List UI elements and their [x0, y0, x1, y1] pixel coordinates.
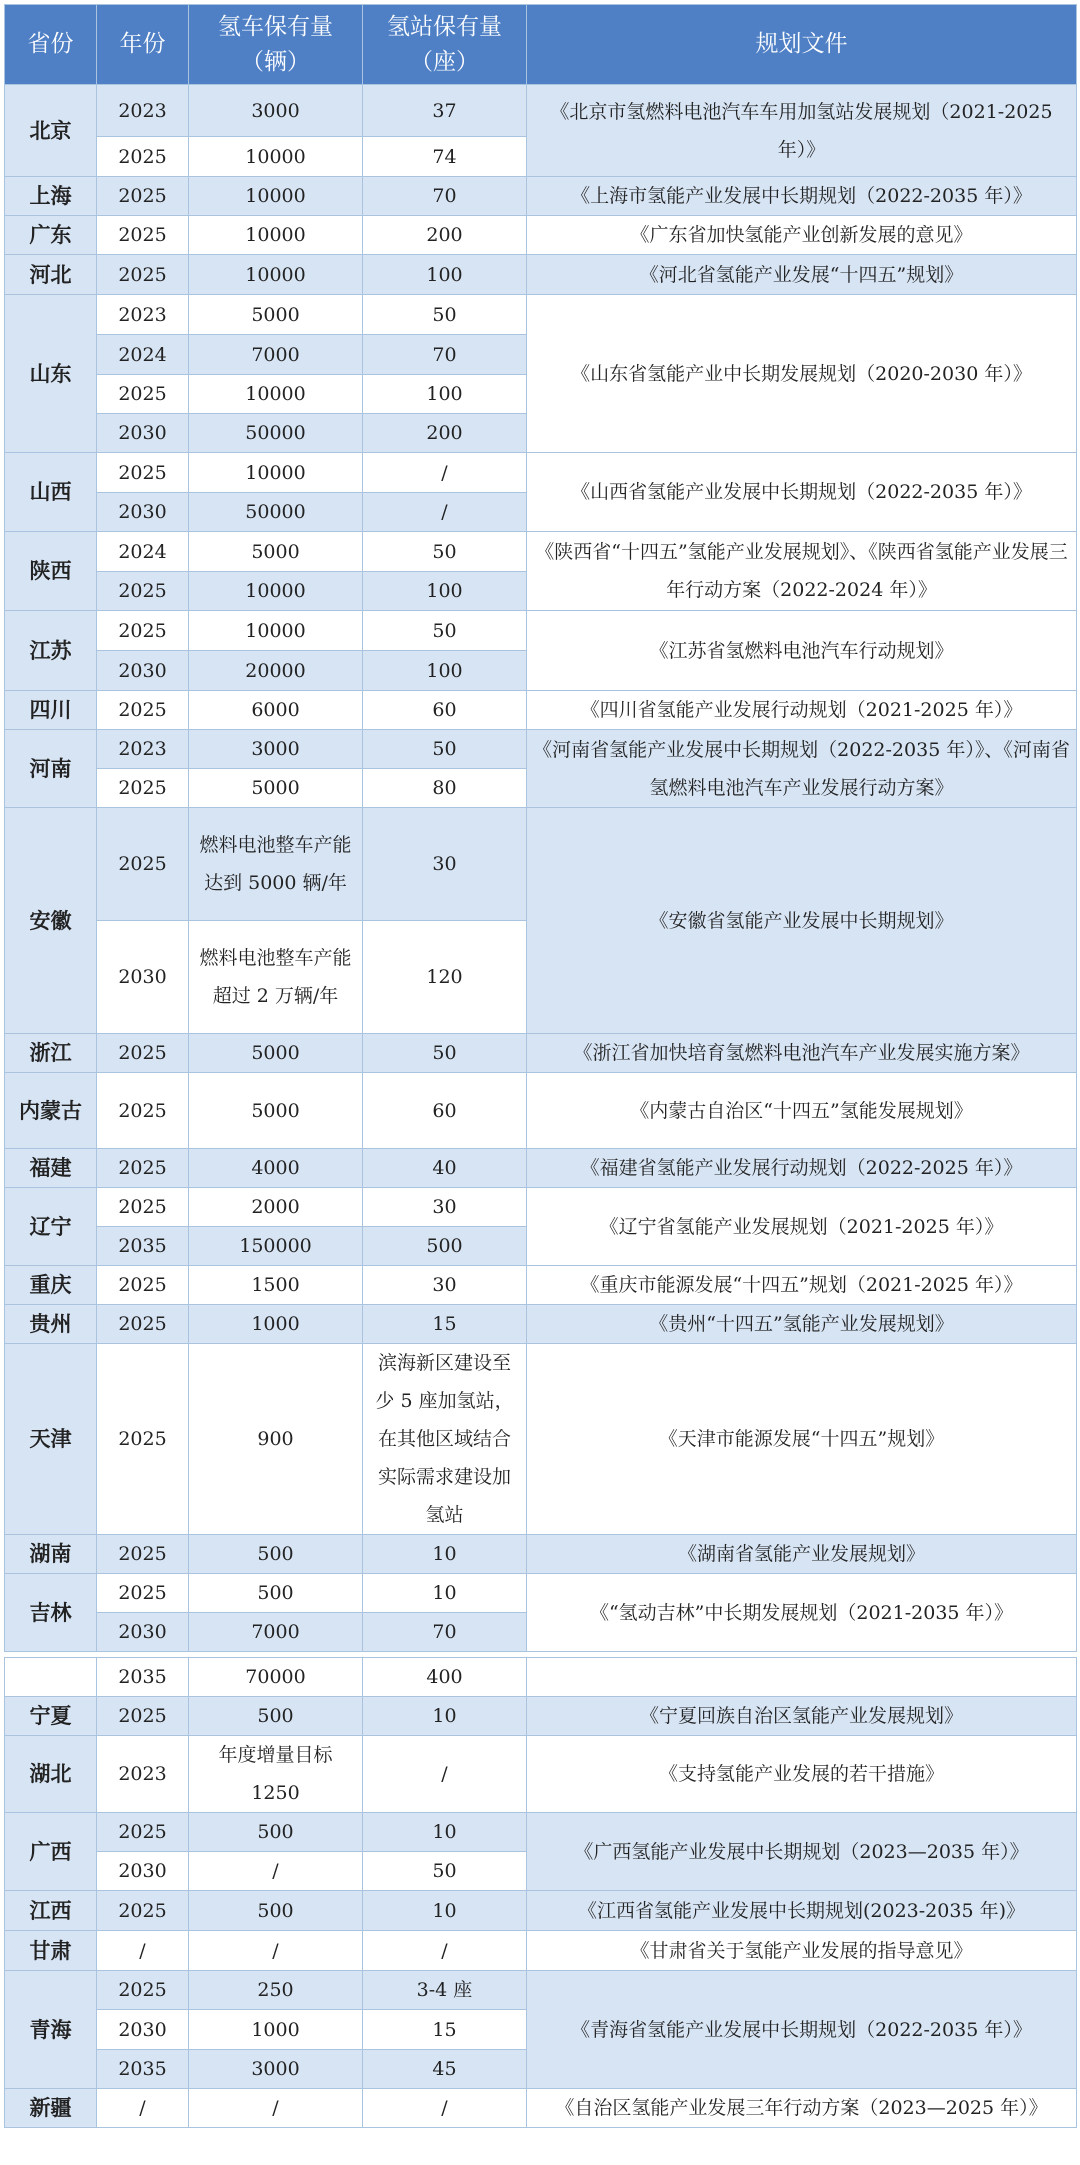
plan-doc-cell: 《江苏省氢燃料电池汽车行动规划》: [527, 611, 1077, 691]
province-cell: 福建: [5, 1149, 97, 1188]
header-vehicles: 氢车保有量（辆）: [189, 5, 363, 85]
year-cell: 2025: [97, 1574, 189, 1613]
plan-doc-cell: 《上海市氢能产业发展中长期规划（2022-2035 年）》: [527, 177, 1077, 216]
year-cell: 2024: [97, 335, 189, 375]
plan-doc-cell: 《自治区氢能产业发展三年行动方案（2023—2025 年）》: [527, 2089, 1077, 2128]
year-cell: 2025: [97, 1188, 189, 1227]
stations-cell: 70: [363, 335, 527, 375]
vehicles-cell: 50000: [189, 493, 363, 532]
vehicles-cell: 4000: [189, 1149, 363, 1188]
year-cell: 2030: [97, 493, 189, 532]
year-cell: 2023: [97, 85, 189, 137]
province-cell: 天津: [5, 1344, 97, 1535]
year-cell: /: [97, 2089, 189, 2128]
province-cell: 辽宁: [5, 1188, 97, 1266]
vehicles-cell: 10000: [189, 375, 363, 414]
year-cell: 2025: [97, 1034, 189, 1073]
stations-cell: 50: [363, 532, 527, 572]
year-cell: 2025: [97, 1535, 189, 1574]
province-cell: 山西: [5, 453, 97, 532]
province-cell: 安徽: [5, 808, 97, 1034]
vehicles-cell: 500: [189, 1574, 363, 1613]
year-cell: 2023: [97, 730, 189, 769]
plan-doc-cell: 《四川省氢能产业发展行动规划（2021-2025 年）》: [527, 691, 1077, 730]
province-cell: 上海: [5, 177, 97, 216]
plan-doc-cell: 《江西省氢能产业发展中长期规划(2023-2035 年)》: [527, 1891, 1077, 1931]
stations-cell: 50: [363, 1852, 527, 1891]
year-cell: 2025: [97, 611, 189, 651]
province-cell: 广西: [5, 1813, 97, 1891]
plan-doc-cell: 《甘肃省关于氢能产业发展的指导意见》: [527, 1931, 1077, 1971]
plan-doc-cell: 《河北省氢能产业发展“十四五”规划》: [527, 255, 1077, 295]
vehicles-cell: 7000: [189, 335, 363, 375]
stations-cell: 60: [363, 1073, 527, 1149]
stations-cell: 100: [363, 651, 527, 691]
province-cell: 江苏: [5, 611, 97, 691]
vehicles-cell: 500: [189, 1535, 363, 1574]
province-cell: 河北: [5, 255, 97, 295]
province-cell: 内蒙古: [5, 1073, 97, 1149]
province-cell: 浙江: [5, 1034, 97, 1073]
plan-doc-cell: 《青海省氢能产业发展中长期规划（2022-2035 年）》: [527, 1971, 1077, 2089]
year-cell: 2025: [97, 808, 189, 921]
stations-cell: 70: [363, 1613, 527, 1652]
stations-cell: 10: [363, 1574, 527, 1613]
year-cell: 2025: [97, 572, 189, 611]
province-cell: 吉林: [5, 1574, 97, 1652]
year-cell: 2024: [97, 532, 189, 572]
plan-doc-cell: 《安徽省氢能产业发展中长期规划》: [527, 808, 1077, 1034]
stations-cell: 50: [363, 611, 527, 651]
year-cell: 2025: [97, 137, 189, 177]
vehicles-cell: 1500: [189, 1266, 363, 1305]
vehicles-cell: 2000: [189, 1188, 363, 1227]
year-cell: 2025: [97, 1344, 189, 1535]
year-cell: 2025: [97, 177, 189, 216]
year-cell: /: [97, 1931, 189, 1971]
header-stations: 氢站保有量（座）: [363, 5, 527, 85]
province-cell: 重庆: [5, 1266, 97, 1305]
stations-cell: 500: [363, 1227, 527, 1266]
stations-cell: 74: [363, 137, 527, 177]
stations-cell: 120: [363, 921, 527, 1034]
plan-doc-cell: 《贵州“十四五”氢能产业发展规划》: [527, 1305, 1077, 1344]
province-cell: 江西: [5, 1891, 97, 1931]
plan-doc-cell: 《重庆市能源发展“十四五”规划（2021-2025 年）》: [527, 1266, 1077, 1305]
province-cell: 湖南: [5, 1535, 97, 1574]
province-cell: 广东: [5, 216, 97, 255]
vehicles-cell: 20000: [189, 651, 363, 691]
stations-cell: /: [363, 1736, 527, 1813]
vehicles-cell: 年度增量目标 1250: [189, 1736, 363, 1813]
vehicles-cell: 500: [189, 1697, 363, 1736]
vehicles-cell: 10000: [189, 572, 363, 611]
stations-cell: /: [363, 1931, 527, 1971]
vehicles-cell: 10000: [189, 137, 363, 177]
stations-cell: 30: [363, 1266, 527, 1305]
stations-cell: 15: [363, 2010, 527, 2050]
vehicles-cell: 5000: [189, 1034, 363, 1073]
province-cell: 宁夏: [5, 1697, 97, 1736]
year-cell: 2025: [97, 1891, 189, 1931]
stations-cell: 滨海新区建设至少 5 座加氢站，在其他区域结合实际需求建设加氢站: [363, 1344, 527, 1535]
vehicles-cell: 250: [189, 1971, 363, 2010]
year-cell: 2025: [97, 1305, 189, 1344]
plan-doc-cell: 《河南省氢能产业发展中长期规划（2022-2035 年）》、《河南省氢燃料电池汽车产业发展行动方案》: [527, 730, 1077, 808]
stations-cell: 30: [363, 808, 527, 921]
year-cell: 2035: [97, 1227, 189, 1266]
header-plan: 规划文件: [527, 5, 1077, 85]
vehicles-cell: 1000: [189, 1305, 363, 1344]
province-cell: 甘肃: [5, 1931, 97, 1971]
stations-cell: 45: [363, 2050, 527, 2089]
stations-cell: 100: [363, 572, 527, 611]
stations-cell: 10: [363, 1813, 527, 1852]
vehicles-cell: 10000: [189, 611, 363, 651]
year-cell: 2025: [97, 1073, 189, 1149]
plan-doc-cell: 《天津市能源发展“十四五”规划》: [527, 1344, 1077, 1535]
vehicles-cell: 500: [189, 1891, 363, 1931]
vehicles-cell: 150000: [189, 1227, 363, 1266]
year-cell: 2030: [97, 414, 189, 453]
stations-cell: 100: [363, 255, 527, 295]
year-cell: 2030: [97, 921, 189, 1034]
header-province: 省份: [5, 5, 97, 85]
year-cell: 2025: [97, 375, 189, 414]
province-cell: 北京: [5, 85, 97, 177]
vehicles-cell: 3000: [189, 85, 363, 137]
stations-cell: /: [363, 493, 527, 532]
stations-cell: 100: [363, 375, 527, 414]
province-cell: [5, 1658, 97, 1697]
year-cell: 2025: [97, 216, 189, 255]
stations-cell: 200: [363, 414, 527, 453]
year-cell: 2025: [97, 255, 189, 295]
year-cell: 2035: [97, 2050, 189, 2089]
plan-doc-cell: 《宁夏回族自治区氢能产业发展规划》: [527, 1697, 1077, 1736]
stations-cell: 50: [363, 1034, 527, 1073]
year-cell: 2025: [97, 1149, 189, 1188]
year-cell: 2035: [97, 1658, 189, 1697]
year-cell: 2025: [97, 1266, 189, 1305]
plan-doc-cell: 《山东省氢能产业中长期发展规划（2020-2030 年）》: [527, 295, 1077, 453]
stations-cell: 70: [363, 177, 527, 216]
vehicles-cell: 燃料电池整车产能超过 2 万辆/年: [189, 921, 363, 1034]
year-cell: 2025: [97, 769, 189, 808]
vehicles-cell: 1000: [189, 2010, 363, 2050]
province-cell: 青海: [5, 1971, 97, 2089]
year-cell: 2030: [97, 651, 189, 691]
year-cell: 2025: [97, 1971, 189, 2010]
stations-cell: 200: [363, 216, 527, 255]
plan-doc-cell: 《北京市氢燃料电池汽车车用加氢站发展规划（2021-2025 年）》: [527, 85, 1077, 177]
vehicles-cell: 5000: [189, 1073, 363, 1149]
stations-cell: 50: [363, 295, 527, 335]
year-cell: 2030: [97, 1852, 189, 1891]
stations-cell: 80: [363, 769, 527, 808]
plan-doc-cell: 《山西省氢能产业发展中长期规划（2022-2035 年）》: [527, 453, 1077, 532]
year-cell: 2025: [97, 453, 189, 493]
plan-doc-cell: 《“氢动吉林”中长期发展规划（2021-2035 年）》: [527, 1574, 1077, 1652]
stations-cell: 60: [363, 691, 527, 730]
vehicles-cell: 3000: [189, 730, 363, 769]
stations-cell: 15: [363, 1305, 527, 1344]
vehicles-cell: /: [189, 2089, 363, 2128]
vehicles-cell: 10000: [189, 177, 363, 216]
year-cell: 2023: [97, 295, 189, 335]
plan-doc-cell: 《广东省加快氢能产业创新发展的意见》: [527, 216, 1077, 255]
vehicles-cell: 10000: [189, 216, 363, 255]
province-cell: 四川: [5, 691, 97, 730]
vehicles-cell: 70000: [189, 1658, 363, 1697]
plan-doc-cell: 《支持氢能产业发展的若干措施》: [527, 1736, 1077, 1813]
stations-cell: /: [363, 2089, 527, 2128]
stations-cell: 10: [363, 1697, 527, 1736]
year-cell: 2025: [97, 1697, 189, 1736]
stations-cell: 400: [363, 1658, 527, 1697]
header-year: 年份: [97, 5, 189, 85]
vehicles-cell: 500: [189, 1813, 363, 1852]
province-cell: 贵州: [5, 1305, 97, 1344]
vehicles-cell: 6000: [189, 691, 363, 730]
year-cell: 2030: [97, 1613, 189, 1652]
vehicles-cell: 7000: [189, 1613, 363, 1652]
stations-cell: 50: [363, 730, 527, 769]
plan-doc-cell: [527, 1658, 1077, 1697]
hydrogen-plan-table-wrapper: [4, 4, 1076, 2128]
year-cell: 2023: [97, 1736, 189, 1813]
year-cell: 2025: [97, 1813, 189, 1852]
plan-doc-cell: 《广西氢能产业发展中长期规划（2023—2035 年）》: [527, 1813, 1077, 1891]
year-cell: 2025: [97, 691, 189, 730]
vehicles-cell: 10000: [189, 453, 363, 493]
stations-cell: 10: [363, 1891, 527, 1931]
hydrogen-plan-table: [4, 4, 1077, 2128]
vehicles-cell: 50000: [189, 414, 363, 453]
plan-doc-cell: 《湖南省氢能产业发展规划》: [527, 1535, 1077, 1574]
province-cell: 河南: [5, 730, 97, 808]
stations-cell: 30: [363, 1188, 527, 1227]
stations-cell: /: [363, 453, 527, 493]
plan-doc-cell: 《陕西省“十四五”氢能产业发展规划》、《陕西省氢能产业发展三年行动方案（2022-2024 年）》: [527, 532, 1077, 611]
province-cell: 新疆: [5, 2089, 97, 2128]
plan-doc-cell: 《内蒙古自治区“十四五”氢能发展规划》: [527, 1073, 1077, 1149]
vehicles-cell: 5000: [189, 532, 363, 572]
stations-cell: 10: [363, 1535, 527, 1574]
plan-doc-cell: 《辽宁省氢能产业发展规划（2021-2025 年）》: [527, 1188, 1077, 1266]
vehicles-cell: /: [189, 1852, 363, 1891]
vehicles-cell: 900: [189, 1344, 363, 1535]
plan-doc-cell: 《福建省氢能产业发展行动规划（2022-2025 年）》: [527, 1149, 1077, 1188]
province-cell: 湖北: [5, 1736, 97, 1813]
vehicles-cell: /: [189, 1931, 363, 1971]
stations-cell: 40: [363, 1149, 527, 1188]
vehicles-cell: 3000: [189, 2050, 363, 2089]
stations-cell: 3-4 座: [363, 1971, 527, 2010]
year-cell: 2030: [97, 2010, 189, 2050]
plan-doc-cell: 《浙江省加快培育氢燃料电池汽车产业发展实施方案》: [527, 1034, 1077, 1073]
stations-cell: 37: [363, 85, 527, 137]
vehicles-cell: 5000: [189, 295, 363, 335]
vehicles-cell: 燃料电池整车产能达到 5000 辆/年: [189, 808, 363, 921]
province-cell: 山东: [5, 295, 97, 453]
vehicles-cell: 5000: [189, 769, 363, 808]
province-cell: 陕西: [5, 532, 97, 611]
vehicles-cell: 10000: [189, 255, 363, 295]
